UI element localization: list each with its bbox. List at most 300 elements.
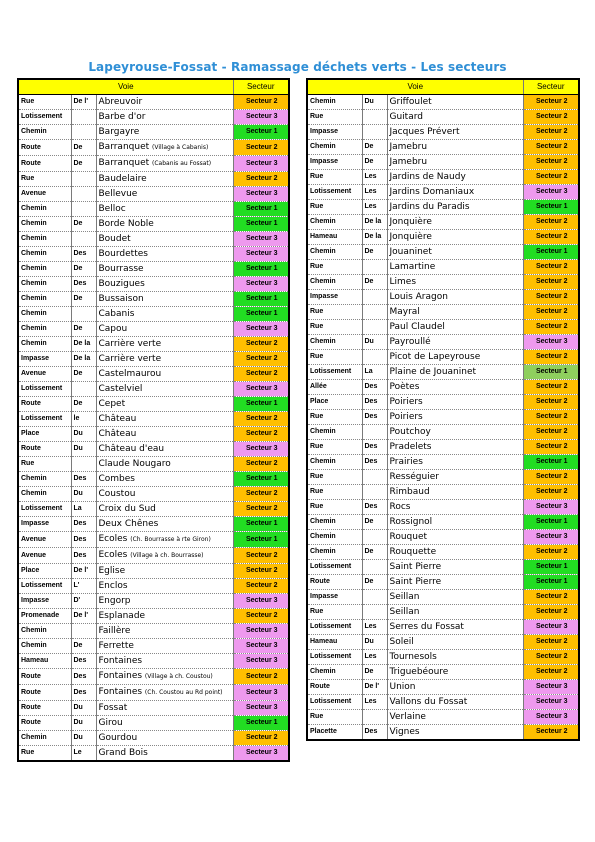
voie-type: Chemin bbox=[307, 335, 362, 350]
table-row bbox=[18, 217, 289, 232]
table-row bbox=[18, 382, 289, 397]
voie-type: Rue bbox=[307, 110, 362, 125]
voie-article: Les bbox=[362, 185, 387, 200]
table-row bbox=[307, 470, 579, 485]
voie-type: Chemin bbox=[18, 262, 71, 277]
secteur-badge: Secteur 1 bbox=[233, 202, 289, 217]
voie-type: Lotissement bbox=[18, 502, 71, 517]
voie-article: Des bbox=[71, 532, 96, 548]
secteur-badge: Secteur 3 bbox=[523, 710, 579, 725]
secteur-badge: Secteur 2 bbox=[233, 172, 289, 187]
voie-type: Rue bbox=[18, 746, 71, 762]
voie-type: Impasse bbox=[18, 594, 71, 609]
voie-name bbox=[387, 215, 523, 230]
table-row bbox=[18, 731, 289, 746]
voie-name bbox=[387, 620, 523, 635]
voie-type: Chemin bbox=[18, 322, 71, 337]
voie-name bbox=[96, 232, 233, 247]
voie-article bbox=[71, 110, 96, 125]
table-row bbox=[307, 185, 579, 200]
voie-type: Chemin bbox=[18, 277, 71, 292]
voie-name bbox=[387, 140, 523, 155]
voie-type: Place bbox=[18, 427, 71, 442]
voie-name-text: Jacques Prévert bbox=[389, 127, 460, 137]
voie-type: Chemin bbox=[307, 425, 362, 440]
table-row bbox=[18, 110, 289, 125]
voie-note: (Village à ch. Coustou) bbox=[144, 673, 213, 680]
secteur-badge: Secteur 2 bbox=[233, 457, 289, 472]
voie-name bbox=[96, 247, 233, 262]
voie-name bbox=[387, 185, 523, 200]
secteur-badge: Secteur 2 bbox=[523, 95, 579, 110]
voie-name-text: Rouquette bbox=[389, 547, 437, 557]
voie-article: De bbox=[71, 217, 96, 232]
voie-type: Route bbox=[18, 716, 71, 731]
secteur-badge: Secteur 1 bbox=[233, 532, 289, 548]
voie-name-text: Tournesols bbox=[389, 652, 437, 662]
table-row bbox=[307, 350, 579, 365]
voie-article: D' bbox=[71, 594, 96, 609]
voie-name bbox=[96, 716, 233, 731]
voie-type: Route bbox=[307, 680, 362, 695]
voie-article: Des bbox=[362, 380, 387, 395]
voie-name-text: Jardins de Naudy bbox=[389, 172, 466, 182]
voie-article: De la bbox=[71, 352, 96, 367]
table-row bbox=[18, 548, 289, 564]
secteur-badge: Secteur 1 bbox=[233, 472, 289, 487]
table-row bbox=[307, 200, 579, 215]
secteur-badge: Secteur 2 bbox=[523, 665, 579, 680]
table-row bbox=[18, 746, 289, 762]
table-row bbox=[307, 560, 579, 575]
table-row bbox=[18, 609, 289, 624]
voie-name bbox=[96, 639, 233, 654]
voie-article: De bbox=[362, 155, 387, 170]
table-row bbox=[18, 427, 289, 442]
voie-name-text: Vignes bbox=[389, 727, 420, 737]
voie-article bbox=[362, 710, 387, 725]
voie-article: Du bbox=[362, 635, 387, 650]
voie-name bbox=[387, 485, 523, 500]
table-row bbox=[307, 725, 579, 741]
voie-article: De la bbox=[362, 230, 387, 245]
voie-name-text: Bellevue bbox=[98, 189, 138, 199]
voie-name bbox=[387, 95, 523, 110]
voie-article: De bbox=[71, 292, 96, 307]
secteur-badge: Secteur 3 bbox=[523, 500, 579, 515]
secteur-badge: Secteur 1 bbox=[523, 365, 579, 380]
secteur-badge: Secteur 3 bbox=[233, 110, 289, 125]
voie-name-text: Grand Bois bbox=[98, 748, 148, 758]
voie-article bbox=[362, 470, 387, 485]
voie-name bbox=[387, 275, 523, 290]
voie-name-text: Serres du Fossat bbox=[389, 622, 464, 632]
voie-name bbox=[387, 230, 523, 245]
table-row bbox=[18, 322, 289, 337]
voie-name-text: Coustou bbox=[98, 489, 136, 499]
voie-name bbox=[387, 515, 523, 530]
secteur-badge: Secteur 2 bbox=[523, 395, 579, 410]
secteur-badge: Secteur 2 bbox=[233, 140, 289, 156]
voie-article: Les bbox=[362, 200, 387, 215]
voie-type: Lotissement bbox=[18, 579, 71, 594]
voie-article bbox=[71, 307, 96, 322]
table-row bbox=[307, 575, 579, 590]
voie-name-text: Pradelets bbox=[389, 442, 432, 452]
voie-name-text: Rimbaud bbox=[389, 487, 430, 497]
voie-name-text: Bourdettes bbox=[98, 249, 148, 259]
table-row bbox=[18, 307, 289, 322]
secteur-badge: Secteur 2 bbox=[523, 725, 579, 741]
voie-type: Chemin bbox=[307, 95, 362, 110]
voie-type: Route bbox=[18, 442, 71, 457]
table-row bbox=[18, 487, 289, 502]
voie-name bbox=[387, 425, 523, 440]
voie-name-text: Barbe d'or bbox=[98, 112, 146, 122]
secteur-badge: Secteur 2 bbox=[523, 440, 579, 455]
voie-name-text: Jouaninet bbox=[389, 247, 432, 257]
voie-name-text: Rességuier bbox=[389, 472, 439, 482]
table-row bbox=[18, 716, 289, 731]
table-row bbox=[307, 230, 579, 245]
voie-name-text: Barranquet bbox=[98, 158, 150, 168]
voie-name-text: Jonquière bbox=[389, 232, 432, 242]
voie-type: Rue bbox=[307, 485, 362, 500]
voie-name bbox=[96, 669, 233, 685]
voie-name bbox=[96, 685, 233, 701]
table-row bbox=[307, 170, 579, 185]
secteur-badge: Secteur 3 bbox=[233, 382, 289, 397]
voie-name-text: Deux Chênes bbox=[98, 519, 159, 529]
voie-name bbox=[387, 500, 523, 515]
voie-type: Chemin bbox=[18, 217, 71, 232]
secteur-badge: Secteur 3 bbox=[233, 746, 289, 762]
table-row bbox=[307, 155, 579, 170]
voie-type: Place bbox=[307, 395, 362, 410]
voie-type: Chemin bbox=[307, 245, 362, 260]
voie-type: Chemin bbox=[307, 530, 362, 545]
table-row bbox=[307, 485, 579, 500]
voie-name-text: Paul Claudel bbox=[389, 322, 445, 332]
voie-name-text: Baudelaire bbox=[98, 174, 147, 184]
table-row bbox=[18, 639, 289, 654]
voie-name bbox=[96, 701, 233, 716]
table-row bbox=[18, 412, 289, 427]
secteur-header: Secteur bbox=[233, 79, 289, 95]
table-row bbox=[307, 215, 579, 230]
secteur-badge: Secteur 2 bbox=[233, 579, 289, 594]
voie-name-text: Ecoles bbox=[98, 534, 128, 544]
voie-name-text: Ferrette bbox=[98, 641, 134, 651]
voie-name-text: Belloc bbox=[98, 204, 126, 214]
secteur-badge: Secteur 2 bbox=[233, 352, 289, 367]
voie-article: De bbox=[362, 665, 387, 680]
voie-name-text: Jardins du Paradis bbox=[389, 202, 470, 212]
voie-name bbox=[387, 335, 523, 350]
voie-article: La bbox=[362, 365, 387, 380]
secteur-badge: Secteur 2 bbox=[233, 731, 289, 746]
table-row bbox=[18, 337, 289, 352]
voie-name-text: Guitard bbox=[389, 112, 423, 122]
voie-name-text: Bussaison bbox=[98, 294, 144, 304]
voie-name bbox=[96, 746, 233, 762]
voie-type: Lotissement bbox=[307, 695, 362, 710]
secteur-badge: Secteur 2 bbox=[523, 125, 579, 140]
page-title: Lapeyrouse-Fossat - Ramassage déchets verts - Les secteurs bbox=[88, 60, 507, 74]
voie-article: De l' bbox=[362, 680, 387, 695]
table-row bbox=[307, 290, 579, 305]
secteur-badge: Secteur 3 bbox=[523, 695, 579, 710]
voie-article bbox=[71, 187, 96, 202]
voie-name-text: Saint Pierre bbox=[389, 562, 442, 572]
voie-name bbox=[387, 290, 523, 305]
voie-type: Route bbox=[18, 156, 71, 172]
secteur-badge: Secteur 1 bbox=[523, 515, 579, 530]
voie-name-text: Lamartine bbox=[389, 262, 436, 272]
secteur-badge: Secteur 1 bbox=[523, 245, 579, 260]
table-header bbox=[18, 79, 289, 95]
voie-article: De bbox=[362, 140, 387, 155]
voie-name-text: Esplanade bbox=[98, 611, 146, 621]
secteur-badge: Secteur 1 bbox=[233, 397, 289, 412]
secteur-badge: Secteur 2 bbox=[523, 650, 579, 665]
voie-type: Chemin bbox=[307, 545, 362, 560]
voie-article: Des bbox=[362, 410, 387, 425]
voie-name-text: Limes bbox=[389, 277, 417, 287]
voie-name bbox=[96, 502, 233, 517]
voie-article bbox=[71, 232, 96, 247]
voie-article bbox=[362, 350, 387, 365]
voie-name bbox=[387, 695, 523, 710]
table-row bbox=[18, 669, 289, 685]
voie-name bbox=[96, 262, 233, 277]
table-row bbox=[18, 654, 289, 669]
table-row bbox=[18, 397, 289, 412]
table-row bbox=[18, 579, 289, 594]
voie-name bbox=[96, 609, 233, 624]
voie-article bbox=[71, 624, 96, 639]
voie-name-text: Cepet bbox=[98, 399, 126, 409]
voie-name-text: Poiriers bbox=[389, 397, 423, 407]
secteur-badge: Secteur 1 bbox=[233, 517, 289, 532]
table-row bbox=[18, 95, 289, 110]
table-row bbox=[18, 156, 289, 172]
voie-name-text: Boudet bbox=[98, 234, 131, 244]
table-row bbox=[18, 442, 289, 457]
secteur-badge: Secteur 2 bbox=[233, 564, 289, 579]
voie-article bbox=[362, 605, 387, 620]
table-header bbox=[307, 79, 579, 95]
voie-name bbox=[96, 95, 233, 110]
table-row bbox=[307, 710, 579, 725]
secteur-badge: Secteur 3 bbox=[233, 639, 289, 654]
secteur-badge: Secteur 1 bbox=[233, 307, 289, 322]
voie-name-text: Gourdou bbox=[98, 733, 138, 743]
voie-article: Du bbox=[71, 716, 96, 731]
voie-type: Hameau bbox=[307, 635, 362, 650]
voie-type: Route bbox=[18, 397, 71, 412]
voie-name bbox=[96, 548, 233, 564]
voie-name bbox=[387, 650, 523, 665]
secteur-badge: Secteur 2 bbox=[233, 427, 289, 442]
voie-name bbox=[96, 125, 233, 140]
voie-article: De bbox=[71, 322, 96, 337]
secteur-badge: Secteur 3 bbox=[233, 594, 289, 609]
voie-name bbox=[96, 367, 233, 382]
secteur-badge: Secteur 1 bbox=[233, 716, 289, 731]
voie-type: Avenue bbox=[18, 548, 71, 564]
secteur-badge: Secteur 2 bbox=[233, 548, 289, 564]
voie-name-text: Château bbox=[98, 429, 137, 439]
voie-name-text: Fossat bbox=[98, 703, 128, 713]
voie-name bbox=[387, 710, 523, 725]
secteur-badge: Secteur 2 bbox=[523, 485, 579, 500]
voie-name-text: Combes bbox=[98, 474, 135, 484]
voie-name-text: Poutchoy bbox=[389, 427, 431, 437]
voie-name-text: Rouquet bbox=[389, 532, 428, 542]
voie-type: Rue bbox=[18, 172, 71, 187]
table-row bbox=[18, 232, 289, 247]
voie-name-text: Vallons du Fossat bbox=[389, 697, 468, 707]
secteur-badge: Secteur 3 bbox=[233, 442, 289, 457]
voie-article bbox=[362, 110, 387, 125]
voie-name bbox=[96, 472, 233, 487]
voie-article: De bbox=[71, 262, 96, 277]
secteur-badge: Secteur 2 bbox=[233, 502, 289, 517]
voie-type: Impasse bbox=[307, 290, 362, 305]
voie-name-text: Poiriers bbox=[389, 412, 423, 422]
voie-article bbox=[362, 485, 387, 500]
table-row bbox=[307, 590, 579, 605]
voie-note: (Ch. Bourrasse à rte Giron) bbox=[130, 536, 211, 543]
secteur-badge: Secteur 2 bbox=[233, 337, 289, 352]
table-row bbox=[307, 395, 579, 410]
secteur-badge: Secteur 2 bbox=[523, 320, 579, 335]
voie-type: Impasse bbox=[18, 352, 71, 367]
voie-type: Lotissement bbox=[18, 382, 71, 397]
voie-name-text: Castelmaurou bbox=[98, 369, 162, 379]
secteur-badge: Secteur 2 bbox=[523, 275, 579, 290]
voie-type: Lotissement bbox=[307, 620, 362, 635]
voie-article: Les bbox=[362, 695, 387, 710]
voie-name-text: Barranquet bbox=[98, 142, 150, 152]
voie-article: De l' bbox=[71, 95, 96, 110]
voie-name bbox=[96, 352, 233, 367]
voie-article: Les bbox=[362, 170, 387, 185]
table-row bbox=[18, 140, 289, 156]
voie-name bbox=[96, 731, 233, 746]
table-row bbox=[18, 172, 289, 187]
voie-name-text: Castelviel bbox=[98, 384, 143, 394]
voie-type: Lotissement bbox=[307, 365, 362, 380]
voie-type: Chemin bbox=[18, 247, 71, 262]
voie-name bbox=[387, 605, 523, 620]
voie-type: Chemin bbox=[18, 487, 71, 502]
voie-name bbox=[387, 305, 523, 320]
voie-article: Du bbox=[71, 701, 96, 716]
table-row bbox=[18, 202, 289, 217]
table-row bbox=[307, 620, 579, 635]
voie-type: Chemin bbox=[18, 232, 71, 247]
secteur-badge: Secteur 3 bbox=[523, 680, 579, 695]
voie-type: Chemin bbox=[18, 292, 71, 307]
voie-name-text: Ecoles bbox=[98, 550, 128, 560]
table-row bbox=[307, 380, 579, 395]
voie-name-text: Seillan bbox=[389, 607, 420, 617]
voie-type: Chemin bbox=[307, 665, 362, 680]
voie-name-text: Abreuvoir bbox=[98, 97, 143, 107]
secteur-badge: Secteur 3 bbox=[523, 185, 579, 200]
voie-type: Lotissement bbox=[307, 185, 362, 200]
sectors-table-right bbox=[306, 78, 580, 741]
voie-name-text: Mayral bbox=[389, 307, 420, 317]
table-row bbox=[307, 650, 579, 665]
voie-name-text: Jamebru bbox=[389, 157, 428, 167]
voie-article: Du bbox=[71, 731, 96, 746]
voie-type: Chemin bbox=[18, 125, 71, 140]
voie-article bbox=[71, 202, 96, 217]
voie-article: Du bbox=[71, 442, 96, 457]
secteur-badge: Secteur 1 bbox=[523, 560, 579, 575]
voie-name bbox=[96, 140, 233, 156]
secteur-badge: Secteur 2 bbox=[523, 305, 579, 320]
voie-name-text: Seillan bbox=[389, 592, 420, 602]
voie-article: De bbox=[71, 140, 96, 156]
voie-name bbox=[387, 155, 523, 170]
table-row bbox=[18, 247, 289, 262]
voie-article bbox=[362, 260, 387, 275]
secteur-badge: Secteur 2 bbox=[523, 290, 579, 305]
sectors-table-left bbox=[17, 78, 290, 762]
voie-type: Impasse bbox=[307, 155, 362, 170]
voie-article: Des bbox=[71, 685, 96, 701]
voie-article: De bbox=[71, 397, 96, 412]
voie-name-text: Verlaine bbox=[389, 712, 426, 722]
secteur-badge: Secteur 1 bbox=[523, 200, 579, 215]
voie-name bbox=[387, 560, 523, 575]
voie-type: Chemin bbox=[307, 515, 362, 530]
secteur-badge: Secteur 3 bbox=[233, 701, 289, 716]
voie-article: De bbox=[362, 545, 387, 560]
voie-type: Chemin bbox=[307, 215, 362, 230]
voie-type: Impasse bbox=[307, 590, 362, 605]
voie-type: Chemin bbox=[307, 455, 362, 470]
table-row bbox=[307, 245, 579, 260]
voie-type: Hameau bbox=[18, 654, 71, 669]
table-row bbox=[18, 352, 289, 367]
voie-article: De l' bbox=[71, 564, 96, 579]
voie-name bbox=[387, 545, 523, 560]
secteur-badge: Secteur 2 bbox=[233, 609, 289, 624]
table-row bbox=[307, 140, 579, 155]
secteur-badge: Secteur 3 bbox=[233, 322, 289, 337]
voie-article: De bbox=[362, 515, 387, 530]
voie-name-text: Engorp bbox=[98, 596, 131, 606]
voie-article bbox=[362, 305, 387, 320]
voie-name-text: Fontaines bbox=[98, 656, 143, 666]
voie-type: Promenade bbox=[18, 609, 71, 624]
voie-name bbox=[387, 575, 523, 590]
voie-note: (Village à ch. Bourrasse) bbox=[130, 552, 204, 559]
voie-type: Chemin bbox=[18, 624, 71, 639]
secteur-badge: Secteur 2 bbox=[523, 635, 579, 650]
voie-name bbox=[96, 517, 233, 532]
voie-article: De la bbox=[71, 337, 96, 352]
voie-name bbox=[387, 725, 523, 741]
voie-article bbox=[71, 457, 96, 472]
voie-note: (Ch. Coustou au Rd point) bbox=[144, 689, 223, 696]
secteur-badge: Secteur 3 bbox=[233, 685, 289, 701]
